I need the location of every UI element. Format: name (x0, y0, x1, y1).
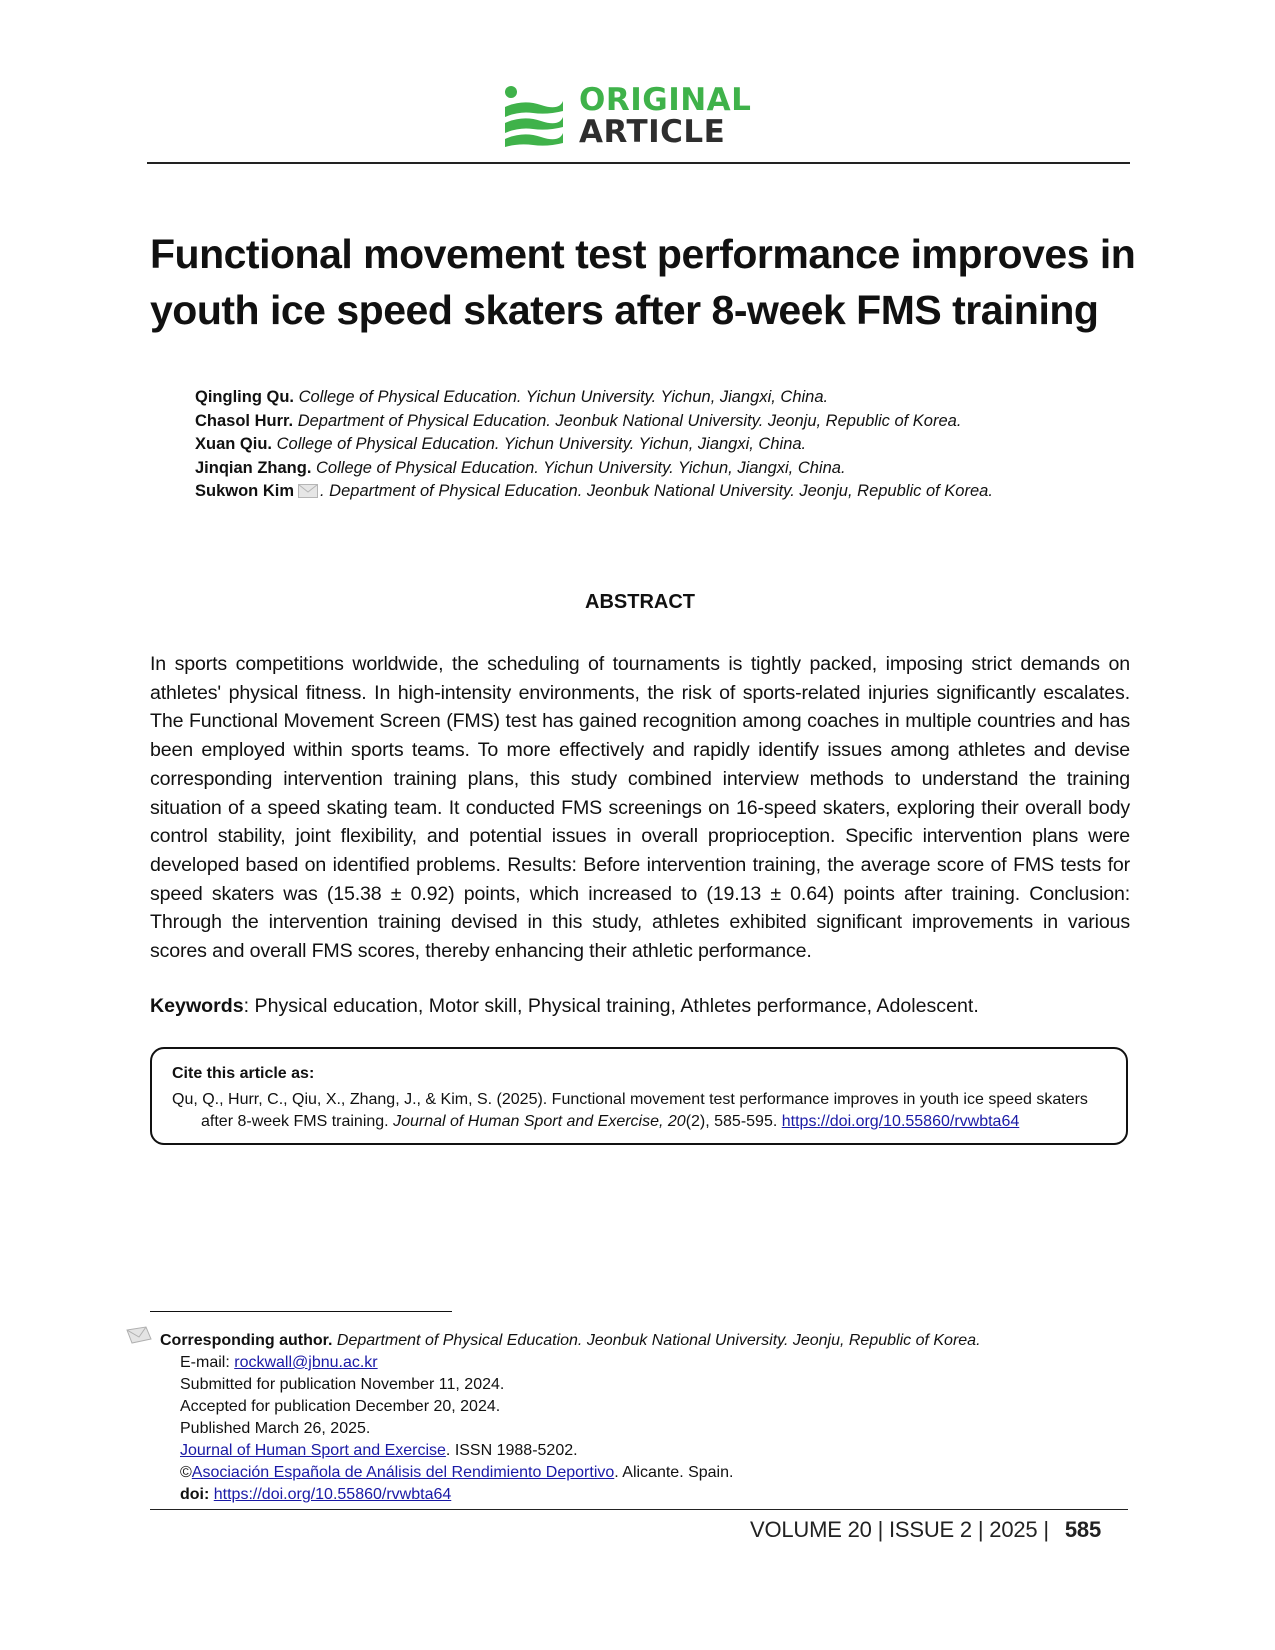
citation-journal: Journal of Human Sport and Exercise, 20 (393, 1113, 686, 1130)
issn: . ISSN 1988-5202. (445, 1442, 578, 1459)
email-row (160, 1352, 1110, 1374)
footnote-block (160, 1330, 1110, 1506)
author-row (195, 386, 1095, 410)
envelope-icon[interactable] (298, 484, 318, 498)
citation-line-2 (172, 1111, 1112, 1133)
keywords-text: : Physical education, Motor skill, Physical training, Athletes performance, Adolescent. (243, 995, 979, 1017)
top-divider (147, 162, 1130, 164)
envelope-icon (126, 1326, 152, 1344)
author-row (195, 433, 1095, 457)
citation-title-end: after 8-week FMS training. (201, 1113, 394, 1130)
stripes-logo-icon (503, 85, 563, 147)
footnote-divider (150, 1311, 452, 1312)
keywords (150, 992, 1130, 1020)
keywords-label: Keywords (150, 995, 244, 1017)
author-row (195, 480, 1095, 504)
author-name: Xuan Qiu. (195, 435, 273, 453)
doi-label: doi: (180, 1486, 214, 1503)
citation-heading: Cite this article as: (172, 1065, 315, 1082)
author-affiliation: Department of Physical Education. Jeonbuk National University. Jeonju, Republic of Korea. (297, 411, 962, 430)
badge-text (579, 84, 751, 148)
author-name: Jinqian Zhang. (195, 458, 312, 477)
published-date: Published March 26, 2025. (180, 1420, 371, 1437)
article-title: Functional movement test performance improves in youth ice speed skaters after 8-week FMS training (150, 231, 1136, 333)
journal-link[interactable]: Journal of Human Sport and Exercise (180, 1442, 446, 1459)
citation-doi-link[interactable]: https://doi.org/10.55860/rvwbta64 (781, 1113, 1020, 1130)
publisher-link[interactable]: Asociación Española de Análisis del Rendimiento Deportivo (191, 1464, 615, 1481)
corresponding-author-label: Corresponding author. (160, 1332, 333, 1349)
doi-row (160, 1484, 1110, 1506)
publisher-place: . Alicante. Spain. (614, 1464, 734, 1481)
copyright-row (160, 1462, 1110, 1484)
accepted-date: Accepted for publication December 20, 2024. (180, 1398, 501, 1415)
corresponding-author-row (160, 1330, 1110, 1352)
doi-link[interactable]: https://doi.org/10.55860/rvwbta64 (213, 1486, 452, 1503)
citation-box (150, 1047, 1128, 1145)
email-link[interactable]: rockwall@jbnu.ac.kr (234, 1354, 378, 1371)
volume-info: VOLUME 20 | ISSUE 2 | 2025 | (749, 1517, 1049, 1542)
author-row (195, 457, 1095, 481)
citation-issue: (2), 585-595. (685, 1113, 782, 1130)
author-name: Sukwon Kim (195, 482, 295, 500)
citation-text (172, 1089, 1112, 1133)
copyright-symbol: © (180, 1464, 192, 1481)
author-affiliation: . Department of Physical Education. Jeonbuk National University. Jeonju, Republic of Korea. (320, 482, 993, 500)
page-number: 585 (1064, 1517, 1101, 1542)
author-name: Qingling Qu. (195, 388, 294, 406)
bottom-divider (150, 1509, 1128, 1510)
article-type-badge (503, 84, 751, 148)
abstract-heading: ABSTRACT (585, 591, 695, 613)
author-list (195, 386, 1095, 504)
badge-line-article: ARTICLE (579, 114, 726, 150)
email-label: E-mail: (180, 1354, 235, 1371)
abstract-text: In sports competitions worldwide, the scheduling of tournaments is tightly packed, imposing strict demands on athletes' physical fitness. In high-intensity environments, the risk of sports-related injuries significantly escalates. The Functional Movement Screen (FMS) test has gained recognition among coaches in multiple countries and has been employed within sports teams. To more effectively and rapidly identify issues among athletes and devise corresponding intervention training plans, this study combined interview methods to understand the training situation of a speed skating team. It conducted FMS screenings on 16-speed skaters, exploring their overall body control stability, joint flexibility, and potential issues in overall proprioception. Specific intervention plans were developed based on identified problems. Results: Before intervention training, the average score of FMS tests for speed skaters was (15.38 ± 0.92) points, which increased to (19.13 ± 0.64) points after training. Conclusion: Through the intervention training devised in this study, athletes exhibited significant improvements in various scores and overall FMS scores, thereby enhancing their athletic performance. (150, 653, 1130, 963)
author-row (195, 410, 1095, 434)
author-affiliation: College of Physical Education. Yichun University. Yichun, Jiangxi, China. (316, 458, 846, 477)
author-name: Chasol Hurr. (195, 411, 294, 430)
corresponding-author-affiliation: Department of Physical Education. Jeonbuk National University. Jeonju, Republic of Korea. (336, 1332, 981, 1349)
badge-line-original: ORIGINAL (579, 82, 752, 118)
submitted-date: Submitted for publication November 11, 2024. (180, 1376, 505, 1393)
citation-line-1: Qu, Q., Hurr, C., Qiu, X., Zhang, J., & Kim, S. (2025). Functional movement test performance improves in youth ice speed skaters (172, 1091, 1088, 1108)
author-affiliation: College of Physical Education. Yichun University. Yichun, Jiangxi, China. (298, 388, 829, 406)
author-affiliation: College of Physical Education. Yichun University. Yichun, Jiangxi, China. (276, 435, 807, 453)
journal-row (160, 1440, 1110, 1462)
page-footer (750, 1517, 1101, 1543)
